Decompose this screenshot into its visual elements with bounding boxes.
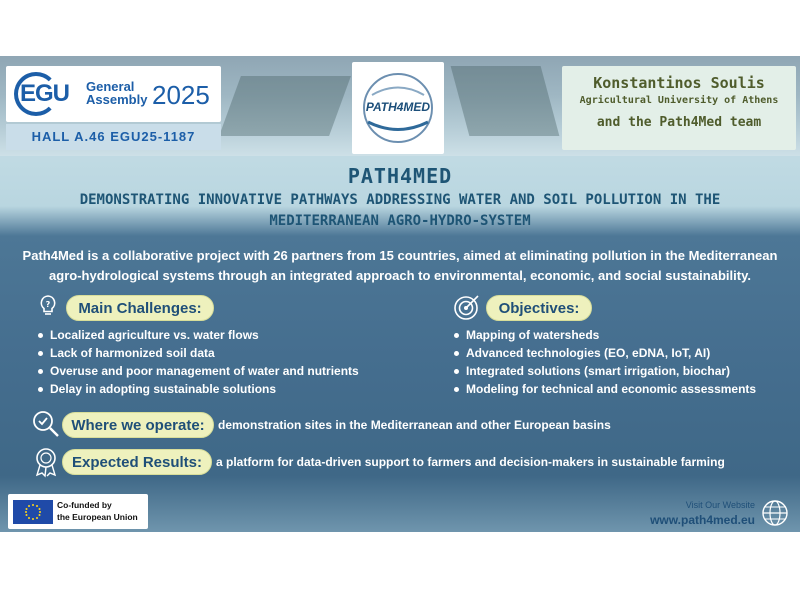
list-item: Mapping of watersheds: [452, 326, 792, 344]
magnifier-check-icon: [30, 408, 62, 440]
where-we-operate-label: Where we operate:: [62, 412, 214, 438]
list-item: Modeling for technical and economic assessments: [452, 380, 792, 398]
list-item: Delay in adopting sustainable solutions: [36, 380, 416, 398]
egu-letters: EGU: [20, 80, 70, 107]
egu-general-text: General: [86, 79, 135, 94]
eu-line-1: Co-funded by: [57, 500, 112, 510]
list-item: Localized agriculture vs. water flows: [36, 326, 416, 344]
eu-flag-icon: [13, 500, 53, 524]
target-icon: [452, 292, 482, 322]
egu-general-assembly: [86, 80, 147, 106]
expected-results-text: a platform for data-driven support to farmers and decision-makers in sustainable farming: [216, 455, 725, 469]
eu-line-2: the European Union: [57, 512, 138, 522]
field-patch: [451, 66, 560, 136]
intro-text: Path4Med is a collaborative project with 26 partners from 15 countries, aimed at eliminating pollution in the Mediterranean agro-hydrological systems through an integrated approach to environmental, economic, and social sustainability.: [22, 248, 778, 283]
main-challenges-label: Main Challenges:: [66, 295, 214, 321]
eu-cofunded-logo: [8, 494, 148, 529]
award-icon: [32, 446, 60, 478]
list-item: Integrated solutions (smart irrigation, biochar): [452, 362, 792, 380]
poster-subtitle: DEMONSTRATING INNOVATIVE PATHWAYS ADDRESSING WATER AND SOIL POLLUTION IN THE MEDITERRANEAN AGRO-HYDRO-SYSTEM: [79, 192, 721, 229]
svg-text:?: ?: [45, 300, 51, 309]
eu-cofunded-text: [57, 499, 138, 523]
objectives-list: [452, 326, 792, 398]
hall-label: HALL A.46 EGU25-1187: [6, 124, 221, 150]
egu-assembly-text: Assembly: [86, 92, 148, 107]
author-affiliation: Agricultural University of Athens: [579, 95, 779, 106]
list-item: Advanced technologies (EO, eDNA, IoT, AI): [452, 344, 792, 362]
website-link[interactable]: www.path4med.eu: [650, 513, 755, 527]
lightbulb-icon: [34, 292, 62, 320]
field-patch: [219, 76, 351, 136]
path4med-logo-text: PATH4MED: [365, 100, 431, 114]
challenges-list: [36, 326, 416, 398]
globe-icon: [760, 498, 790, 528]
where-we-operate-text: demonstration sites in the Mediterranean and other European basins: [218, 418, 611, 432]
egu-logo: [6, 66, 221, 122]
poster: [0, 56, 800, 532]
list-item: Lack of harmonized soil data: [36, 344, 416, 362]
egu-year: 2025: [152, 80, 210, 110]
objectives-label: Objectives:: [486, 295, 592, 321]
author-name: Konstantinos Soulis: [593, 74, 765, 92]
list-item: Overuse and poor management of water and nutrients: [36, 362, 416, 380]
poster-title: PATH4MED: [347, 164, 453, 188]
path4med-logo: [352, 62, 444, 154]
expected-results-label: Expected Results:: [62, 449, 212, 475]
visit-website-label: Visit Our Website: [685, 500, 755, 510]
author-team: and the Path4Med team: [596, 115, 762, 130]
author-box: [562, 66, 796, 150]
